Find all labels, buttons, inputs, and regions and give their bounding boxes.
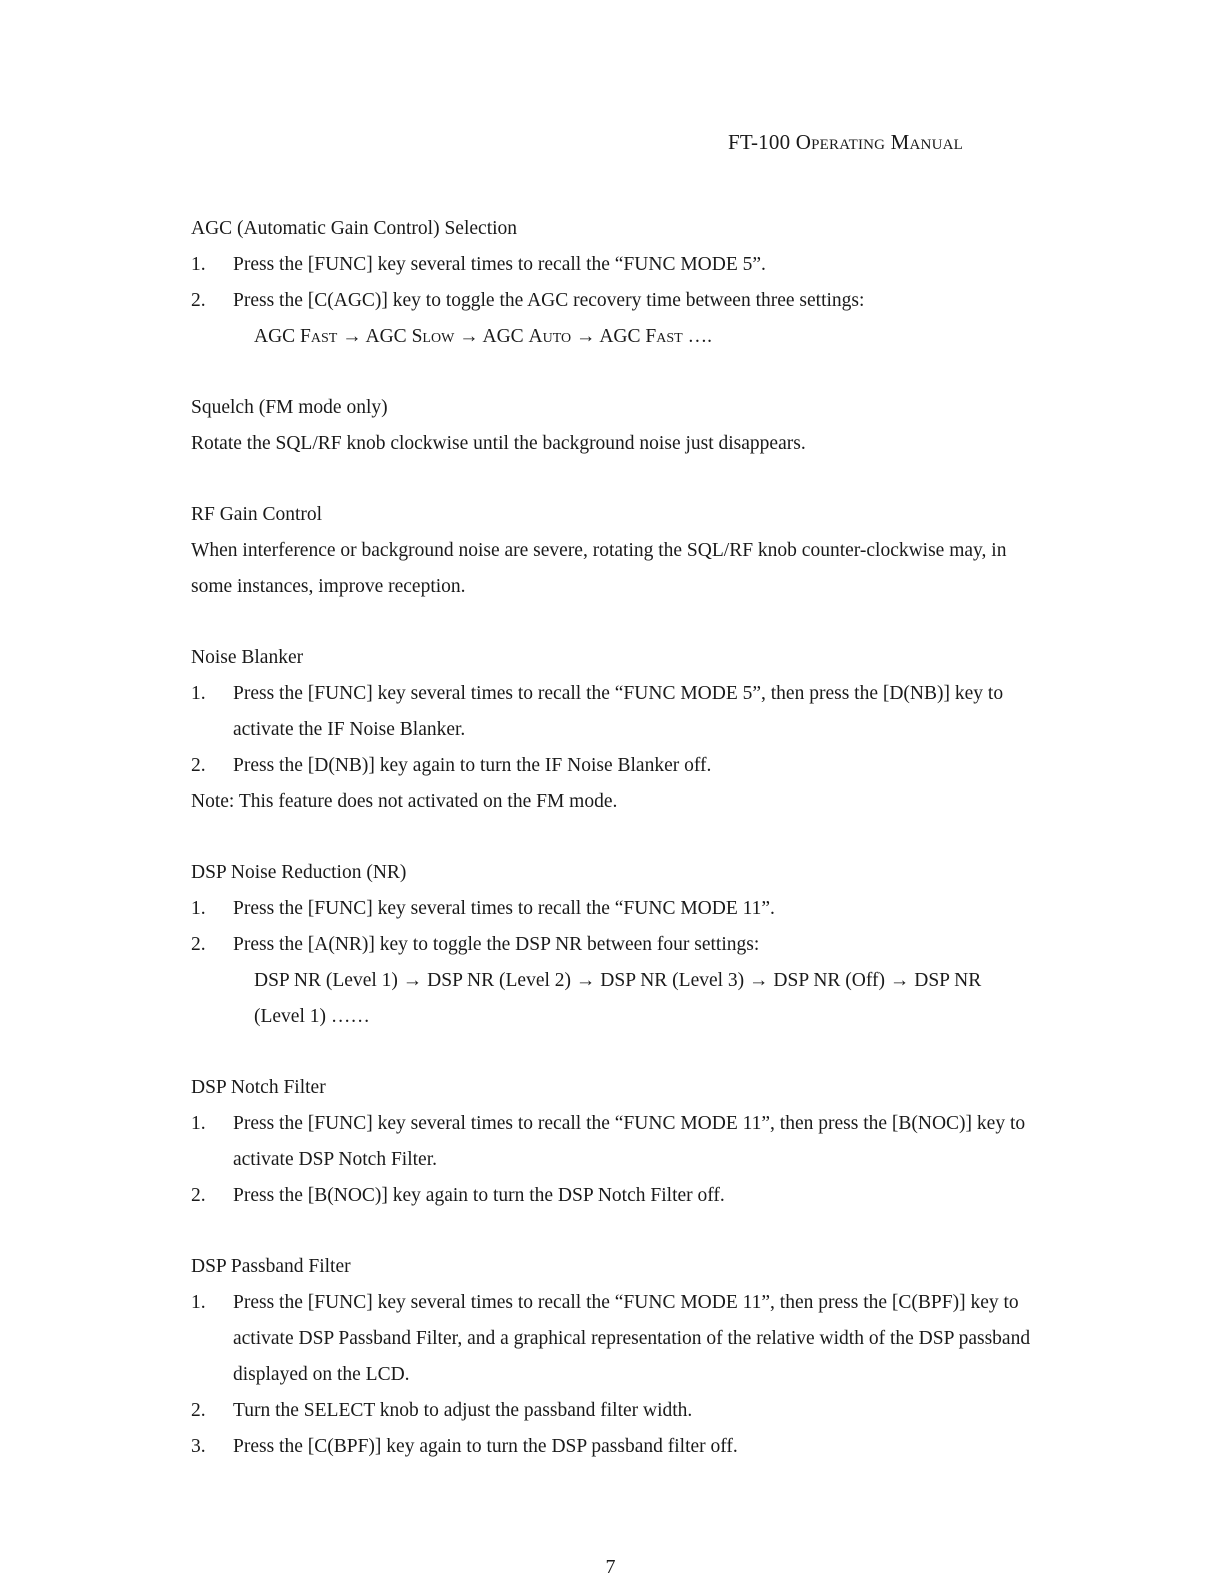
step-text: Press the [D(NB)] key again to turn the IF Noise Blanker off. <box>233 755 712 776</box>
section-heading: Noise Blanker <box>191 647 304 668</box>
section-noise-blanker <box>191 640 1036 820</box>
page-header <box>728 130 963 155</box>
step-list <box>191 676 1036 784</box>
step-list <box>191 1106 1036 1214</box>
step-text: Press the [FUNC] key several times to recall the “FUNC MODE 11”. <box>233 898 775 919</box>
step-number: 1. <box>191 1113 206 1134</box>
step-item <box>191 891 1036 927</box>
agc-sequence <box>191 319 1036 355</box>
manual-content <box>191 211 1036 1500</box>
step-list <box>191 891 1036 963</box>
section-text: When interference or background noise are severe, rotating the SQL/RF knob counter-clockwise may, in some instances, improve reception. <box>191 540 1007 597</box>
section-dsp-nr <box>191 855 1036 1035</box>
seq-text: → AGC <box>337 326 412 347</box>
step-text: Press the [C(AGC)] key to toggle the AGC recovery time between three settings: <box>233 290 865 311</box>
step-item <box>191 927 1036 963</box>
dsp-nr-sequence: DSP NR (Level 1) → DSP NR (Level 2) → DSP NR (Level 3) → DSP NR (Off) → DSP NR (Level 1) …… <box>254 970 982 1027</box>
step-text: Press the [C(BPF)] key again to turn the DSP passband filter off. <box>233 1436 738 1457</box>
step-text: Press the [FUNC] key several times to recall the “FUNC MODE 11”, then press the [C(BPF)] key to activate DSP Passband Filter, and a graphical representation of the relative width of the DSP passband displayed on the LCD. <box>233 1292 1031 1385</box>
step-number: 1. <box>191 898 206 919</box>
page-number: 7 <box>605 1556 616 1578</box>
step-number: 2. <box>191 1185 206 1206</box>
step-number: 2. <box>191 934 206 955</box>
seq-mode: Fast <box>300 326 338 347</box>
header-model: FT-100 <box>728 130 796 154</box>
section-squelch <box>191 390 1036 462</box>
step-number: 2. <box>191 1400 206 1421</box>
seq-mode: Slow <box>411 326 455 347</box>
section-dsp-notch <box>191 1070 1036 1214</box>
step-item <box>191 247 1036 283</box>
step-list <box>191 1285 1036 1465</box>
section-heading: DSP Notch Filter <box>191 1077 326 1098</box>
section-note: Note: This feature does not activated on the FM mode. <box>191 791 618 812</box>
step-text: Press the [FUNC] key several times to recall the “FUNC MODE 11”, then press the [B(NOC)] key to activate DSP Notch Filter. <box>233 1113 1026 1170</box>
step-item <box>191 1106 1036 1178</box>
step-item <box>191 283 1036 319</box>
seq-text: → AGC <box>571 326 646 347</box>
header-title: Operating Manual <box>795 130 964 154</box>
seq-text: AGC <box>254 326 301 347</box>
step-number: 2. <box>191 755 206 776</box>
section-rf-gain <box>191 497 1036 605</box>
section-heading: AGC (Automatic Gain Control) Selection <box>191 218 518 239</box>
step-item <box>191 748 1036 784</box>
section-heading: DSP Passband Filter <box>191 1256 351 1277</box>
step-item <box>191 1178 1036 1214</box>
section-heading: DSP Noise Reduction (NR) <box>191 862 407 883</box>
step-item <box>191 676 1036 748</box>
section-heading: Squelch (FM mode only) <box>191 397 388 418</box>
step-item <box>191 1429 1036 1465</box>
seq-mode: Auto <box>528 326 572 347</box>
step-number: 3. <box>191 1436 206 1457</box>
step-item <box>191 1393 1036 1429</box>
section-text: Rotate the SQL/RF knob clockwise until the background noise just disappears. <box>191 433 806 454</box>
step-number: 1. <box>191 254 206 275</box>
step-text: Press the [FUNC] key several times to recall the “FUNC MODE 5”, then press the [D(NB)] key to activate the IF Noise Blanker. <box>233 683 1004 740</box>
step-text: Turn the SELECT knob to adjust the passband filter width. <box>233 1400 693 1421</box>
step-list <box>191 247 1036 319</box>
step-text: Press the [B(NOC)] key again to turn the DSP Notch Filter off. <box>233 1185 725 1206</box>
seq-text: → AGC <box>454 326 529 347</box>
step-number: 1. <box>191 1292 206 1313</box>
section-dsp-passband <box>191 1249 1036 1465</box>
step-text: Press the [A(NR)] key to toggle the DSP NR between four settings: <box>233 934 760 955</box>
section-heading: RF Gain Control <box>191 504 323 525</box>
section-agc <box>191 211 1036 355</box>
step-text: Press the [FUNC] key several times to recall the “FUNC MODE 5”. <box>233 254 766 275</box>
step-number: 2. <box>191 290 206 311</box>
step-number: 1. <box>191 683 206 704</box>
seq-text: …. <box>682 326 712 347</box>
step-item <box>191 1285 1036 1393</box>
seq-mode: Fast <box>645 326 683 347</box>
